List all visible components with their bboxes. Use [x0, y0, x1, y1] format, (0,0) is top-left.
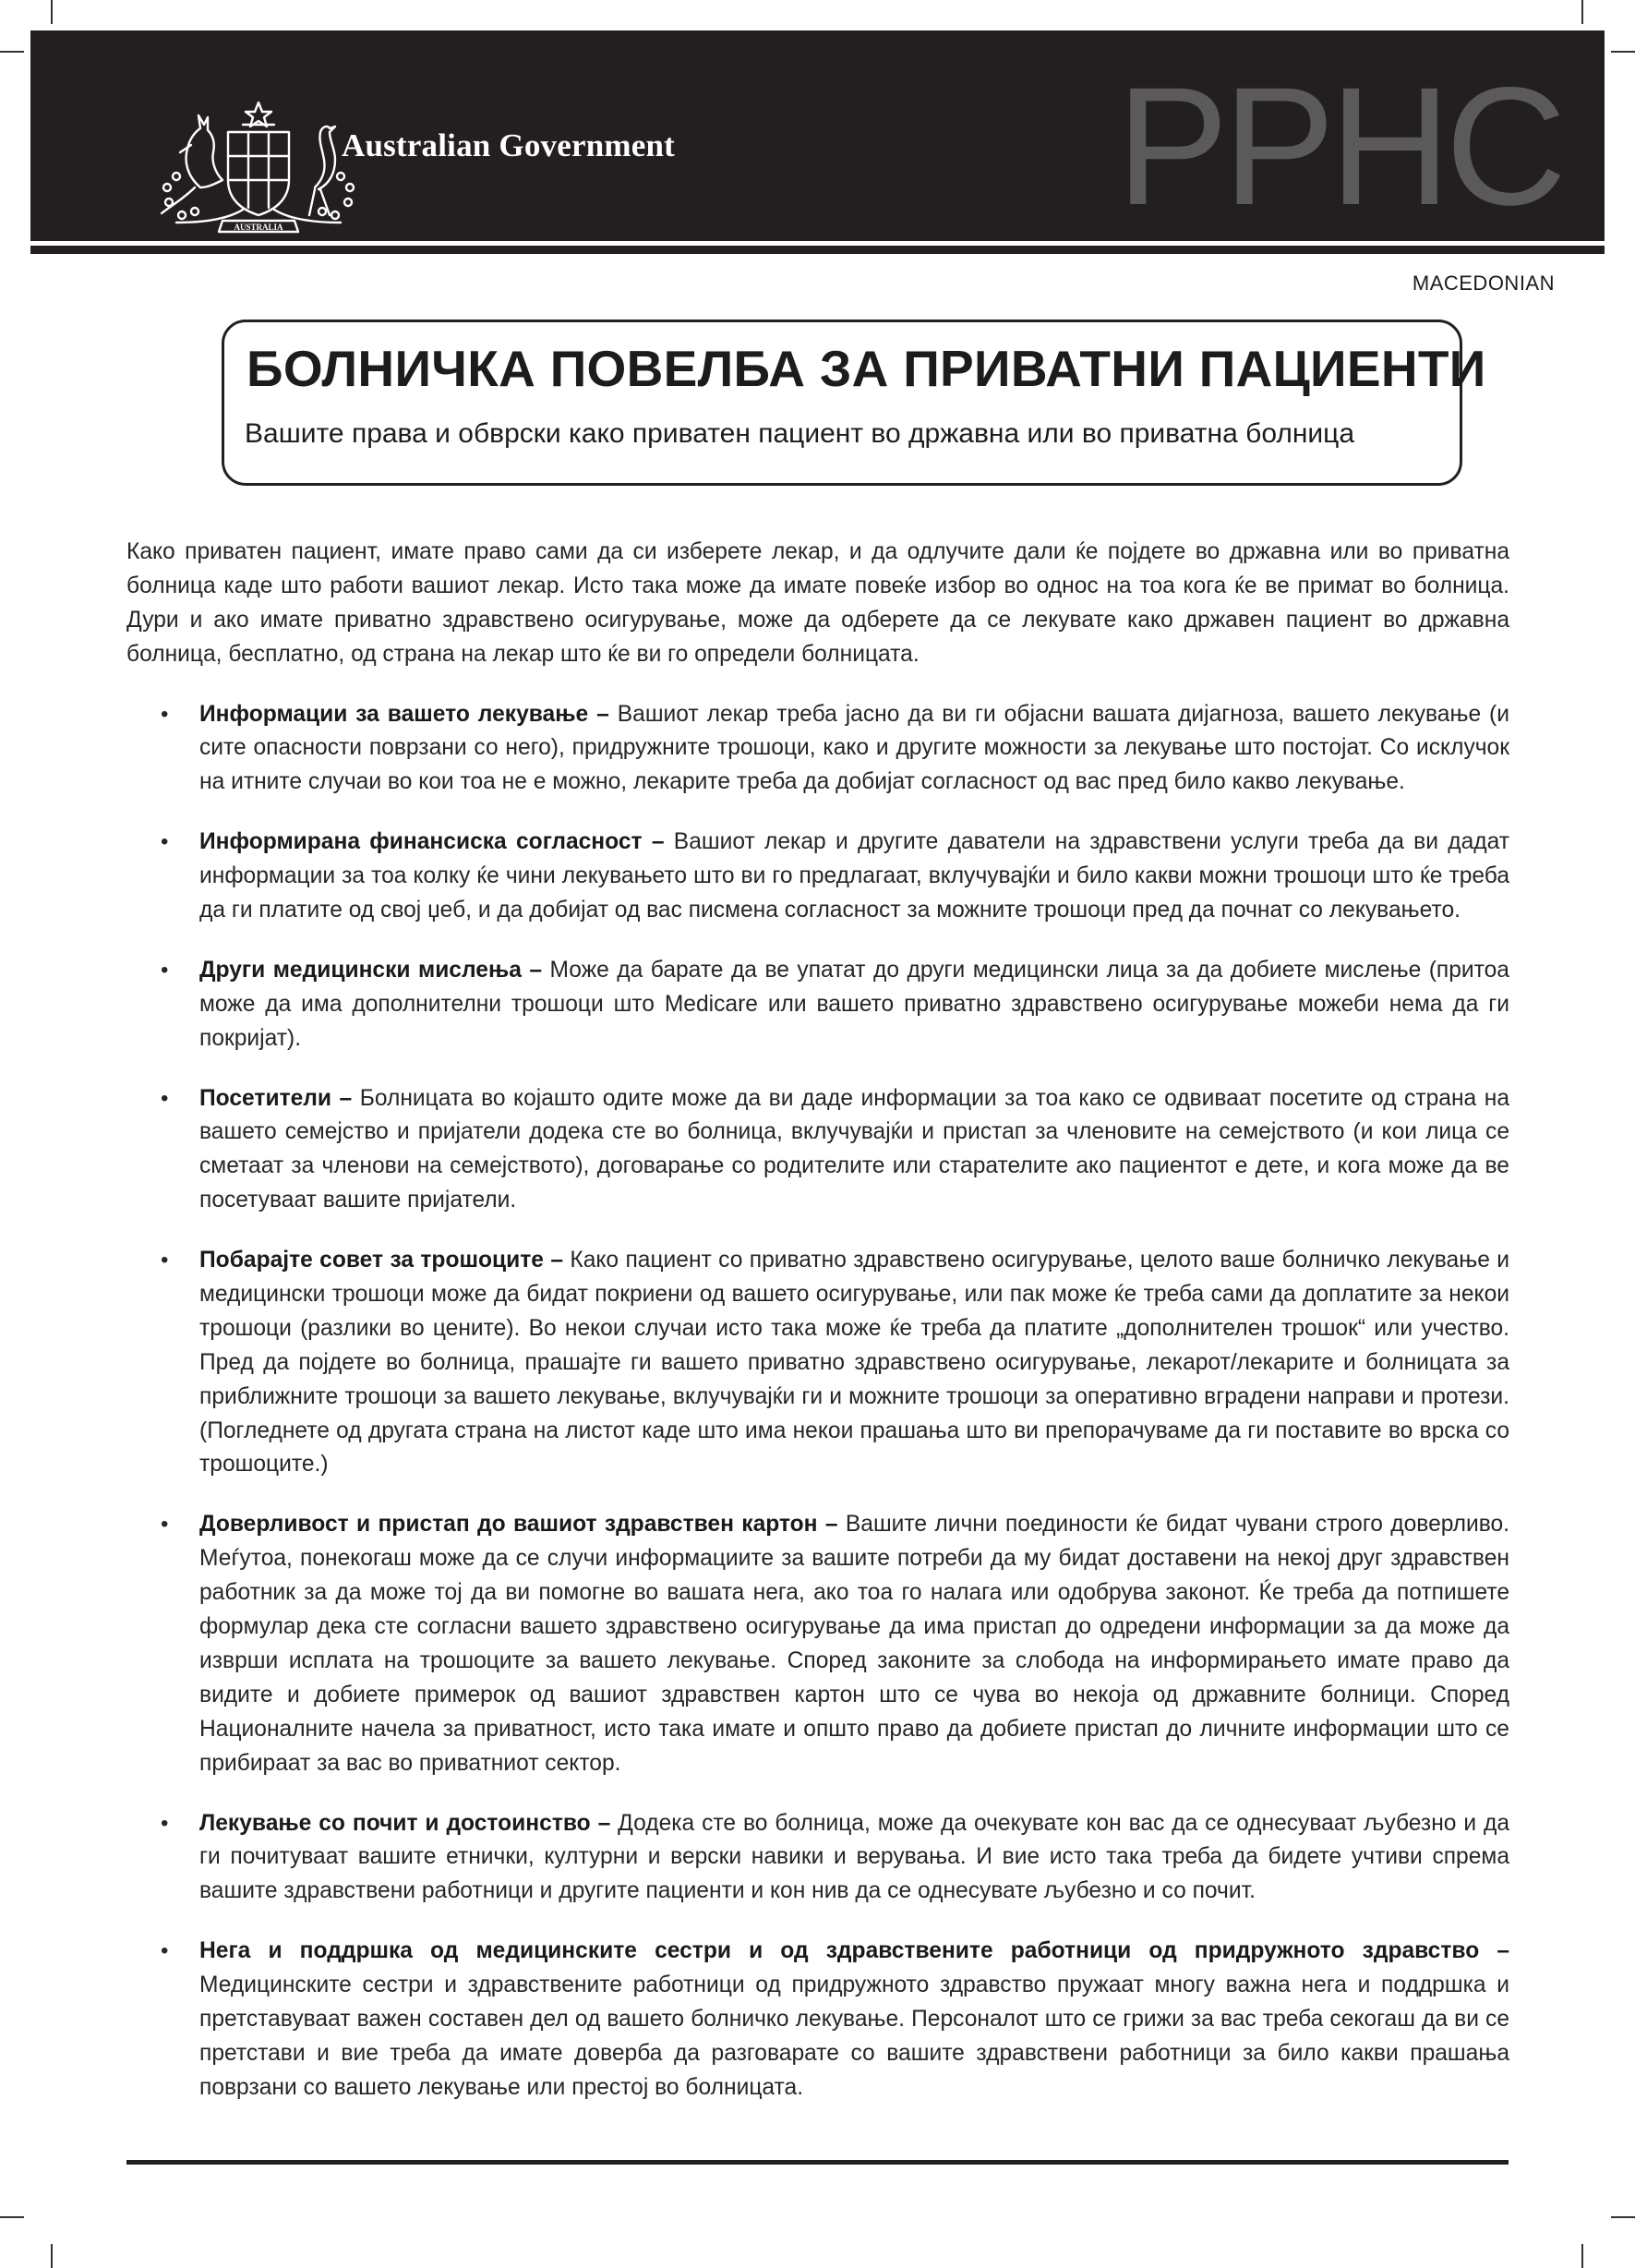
document-code: PPHC [1116, 52, 1561, 240]
list-item [126, 954, 1509, 1056]
item-text: Може да барате да ве упатат до други медицински лица за да добиете мислење (притоа може да има дополнителни трошоци што Medicare или вашето приватно здравствено осигурување можеби нема да ги покријат). [199, 957, 1509, 1051]
page-subtitle: Вашите права и обврски како приватен пациент во државна или во приватна болница [245, 418, 1355, 449]
crop-mark-bottom-right-h [1611, 2216, 1635, 2218]
item-heading: Нега и поддршка од медицинските сестри и од здравствените работници од придружното здравство – [199, 1938, 1509, 1964]
bullet-icon: • [161, 829, 169, 855]
crop-mark-top-right-h [1611, 51, 1635, 53]
item-text: Болницата во којашто одите може да ви даде информации за тоа како се одвиваат посетите од страна на вашето семејство и пријатели додека сте во болница, вклучувајќи и пристап за членовите на семејството (и кои лица се сметаат за членови на семејството), договарање со родителите или старателите ако пациентот е дете, и кога може да ве посетуваат вашите пријатели. [199, 1085, 1509, 1213]
rights-list [126, 698, 1509, 2105]
item-heading: Лекување со почит и достоинство – [199, 1810, 611, 1836]
list-item [126, 826, 1509, 928]
bullet-icon: • [161, 701, 169, 727]
bullet-icon: • [161, 1938, 169, 1964]
organization-name: Australian Government [342, 127, 675, 163]
item-text: Вашиот лекар и другите даватели на здравствени услуги треба да ви дадат информации за тоа колку ќе чини лекувањето што ви го предлагаат, вклучувајќи и било какви можни трошоци што ќе треба да ги платите од свој џеб, и да добијат од вас писмена согласност за можните трошоци пред да почнат со лекувањето. [199, 829, 1509, 923]
item-text: Вашите лични поединости ќе бидат чувани строго доверливо. Меѓутоа, понекогаш може да се случи информациите за вашите потреби да му бидат доставени на некој друг здравствен работник за да може тој да ви помогне во вашата нега, ако тоа го налага или одобрува законот. Ќе треба да потпишете формулар дека сте согласни вашето здравствено осигурување да има пристап до одредени информации за да може да изврши исплата на трошоците за вашето лекување. Според законите за слобода на информирањето имате право да видите и добиете примерок од вашиот здравствен картон што се чува во некоја од државните болници. Според Националните начела за приватност, исто така имате и општо право да добиете пристап до личните информации што се прибираат за вас во приватниот сектор. [199, 1512, 1509, 1776]
intro-paragraph: Како приватен пациент, имате право сами да си изберете лекар, и да одлучите дали ќе појдете во државна или во приватна болница каде што работи вашиот лекар. Исто така може да имате повеќе избор во однос на тоа кога ќе ве примат во болница. Дури и ако имате приватно здравствено осигурување, може да одберете да се лекувате како државен пациент во државна болница, бесплатно, од страна на лекар што ќе ви го определи болницата. [126, 539, 1509, 667]
list-item [126, 1244, 1509, 1482]
list-item [126, 1082, 1509, 1219]
crop-mark-bottom-right-v [1581, 2244, 1583, 2268]
title-box [222, 320, 1486, 486]
bullet-icon: • [161, 1085, 169, 1111]
bullet-icon: • [161, 957, 169, 983]
item-text: Вашиот лекар треба јасно да ви ги објасни вашата дијагноза, вашето лекување (и сите опасности поврзани со него), придружните трошоци, како и другите можности за лекување што постојат. Со исклучок на итните случаи во кои тоа не е можно, лекарите треба да добијат согласност од вас пред било какво лекување. [199, 701, 1509, 795]
language-tag: MACEDONIAN [1412, 271, 1555, 295]
crop-mark-bottom-left-h [0, 2216, 24, 2218]
header-banner [30, 30, 1605, 241]
list-item [126, 698, 1509, 801]
item-text: Додека сте во болница, може да очекувате кон вас да се однесуваат љубезно и да ги почитуваат вашите етнички, културни и верски навики и верувања. И вие исто така треба да бидете учтиви спрема вашите здравствени работници и другите пациенти и кон нив да се однесувате љубезно и со почит. [199, 1810, 1509, 1904]
bullet-icon: • [161, 1512, 169, 1538]
item-text: Медицинските сестри и здравствените работници од придружното здравство пружаат многу важна нега и поддршка и претставуваат важен составен дел од вашето болничко лекување. Персоналот што се грижи за вас треба секогаш да ви се претстави и вие треба да имате доверба да разговарате со вашите здравствени работници за било какви прашања поврзани со вашето лекување или престој во болницата. [199, 1972, 1509, 2100]
item-text: Како пациент со приватно здравствено осигурување, целото ваше болничко лекување и медицински трошоци може да бидат покриени од вашето осигурување, или пак може ќе треба сами да доплатите за некои трошоци (разлики во цените). Во некои случаи исто така може ќе треба да платите „дополнителен трошок“ или учество. Пред да појдете во болница, прашајте ги вашето приватно здравствено осигурување, лекарот/лекарите и болницата за приближните трошоци за вашето лекување, вклучувајќи ги и можните трошоци за оперативно вградени направи и протези. (Погледнете од другата страна на листот каде што има некои прашања што ви препорачуваме да ги поставите во врска со трошоците.) [199, 1248, 1509, 1478]
item-heading: Информирана финансиска согласност – [199, 829, 665, 855]
page-title: БОЛНИЧКА ПОВЕЛБА ЗА ПРИВАТНИ ПАЦИЕНТИ [246, 340, 1486, 397]
list-item [126, 1807, 1509, 1910]
list-item [126, 1935, 1509, 2105]
bullet-icon: • [161, 1248, 169, 1273]
bullet-icon: • [161, 1810, 169, 1836]
footer-rule [126, 2160, 1509, 2165]
item-heading: Побарајте совет за трошоците – [199, 1248, 563, 1273]
item-heading: Доверливост и пристап до вашиот здравствен картон – [199, 1512, 838, 1538]
crop-mark-top-left-v [51, 0, 53, 24]
header-rule [30, 246, 1605, 254]
crop-mark-top-left-h [0, 51, 24, 53]
list-item [126, 1508, 1509, 1780]
item-heading: Други медицински мислења – [199, 957, 543, 983]
crop-mark-top-right-v [1581, 0, 1583, 24]
crop-mark-bottom-left-v [51, 2244, 53, 2268]
main-content [126, 536, 1509, 2131]
svg-text:AUSTRALIA: AUSTRALIA [234, 223, 283, 232]
item-heading: Информации за вашето лекување – [199, 701, 609, 727]
item-heading: Посетители – [199, 1085, 353, 1111]
